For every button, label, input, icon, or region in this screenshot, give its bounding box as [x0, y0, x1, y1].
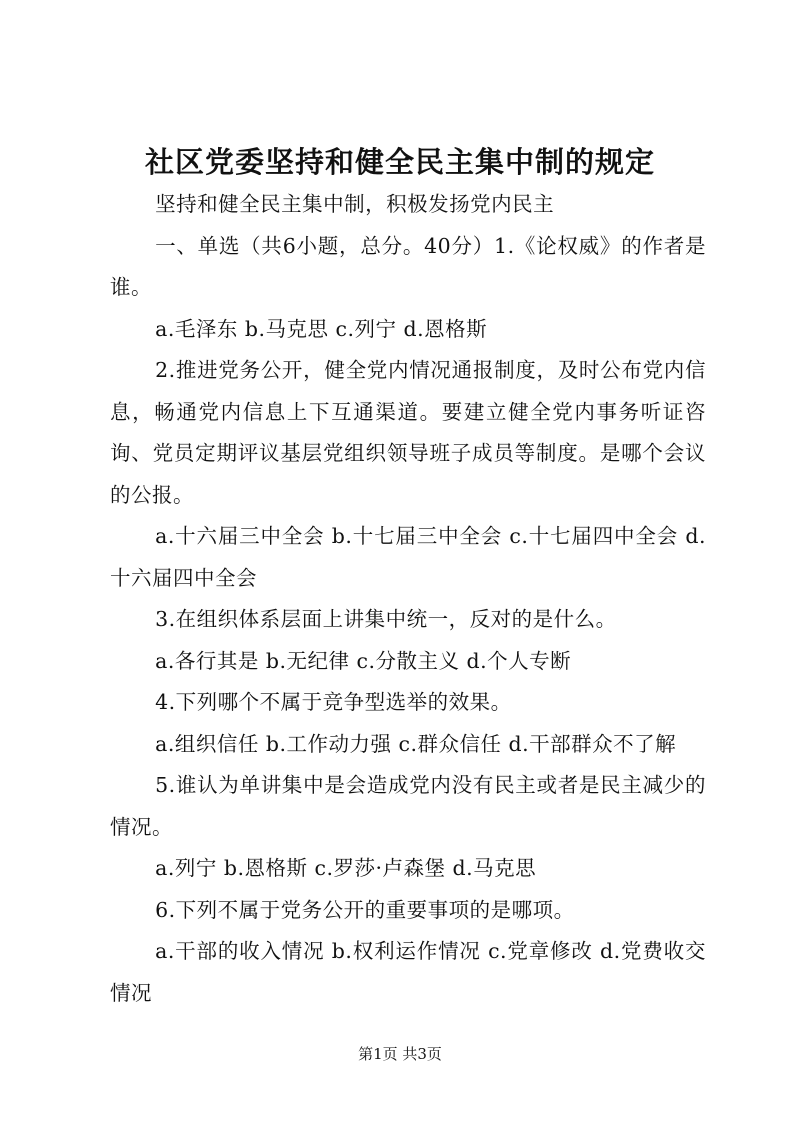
paragraph-question-5: 5.谁认为单讲集中是会造成党内没有民主或者是民主减少的情况。: [110, 773, 706, 839]
paragraph-intro: 坚持和健全民主集中制，积极发扬党内民主: [155, 192, 555, 216]
paragraph-options-5: a.列宁 b.恩格斯 c.罗莎·卢森堡 d.马克思: [155, 856, 537, 880]
paragraph-question-3: 3.在组织体系层面上讲集中统一，反对的是什么。: [155, 607, 617, 631]
paragraph-options-2: a.十六届三中全会 b.十七届三中全会 c.十七届四中全会 d.十六届四中全会: [110, 524, 706, 590]
paragraph-question-1: 一、单选（共6小题，总分。40分）1.《论权威》的作者是谁。: [110, 233, 706, 299]
paragraph-options-4: a.组织信任 b.工作动力强 c.群众信任 d.干部群众不了解: [155, 731, 677, 756]
page-number-footer: 第1页 共3页: [358, 1045, 442, 1063]
paragraph-question-2: 2.推进党务公开，健全党内情况通报制度，及时公布党内信息，畅通党内信息上下互通渠道。要建立健全党内事务听证咨询、党员定期评议基层党组织领导班子成员等制度。是哪个会议的公报。: [110, 358, 706, 507]
paragraph-options-3: a.各行其是 b.无纪律 c.分散主义 d.个人专断: [155, 648, 572, 673]
paragraph-options-6: a.干部的收入情况 b.权利运作情况 c.党章修改 d.党费收交情况: [110, 939, 706, 1005]
document-title: 社区党委坚持和健全民主集中制的规定: [144, 145, 655, 179]
document-body: [110, 184, 706, 1014]
paragraph-options-1: a.毛泽东 b.马克思 c.列宁 d.恩格斯: [155, 316, 488, 341]
paragraph-question-6: 6.下列不属于党务公开的重要事项的是哪项。: [155, 897, 575, 922]
paragraph-question-4: 4.下列哪个不属于竞争型选举的效果。: [155, 690, 512, 714]
